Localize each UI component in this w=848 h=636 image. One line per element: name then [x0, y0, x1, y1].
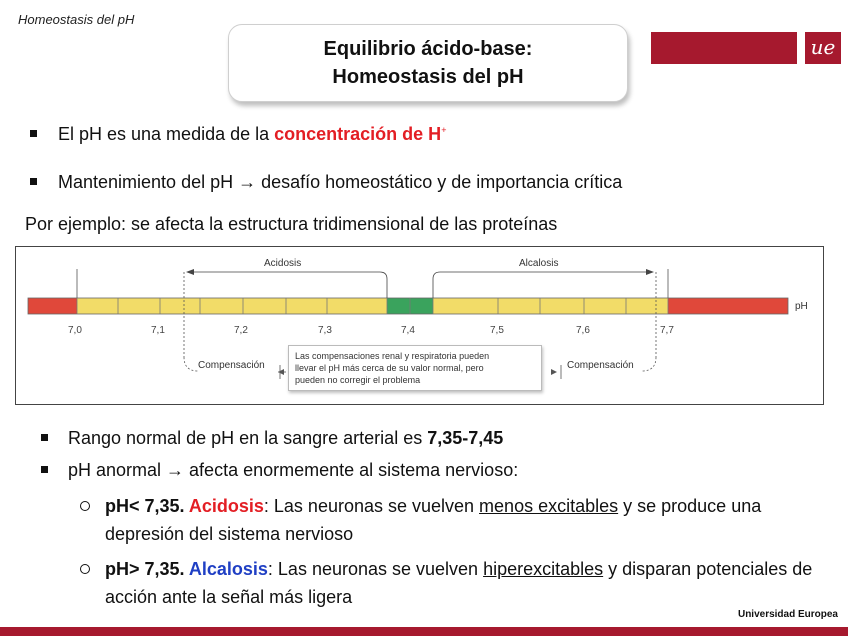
caption-line: Las compensaciones renal y respiratoria pueden	[295, 351, 490, 361]
item-text: pH> 7,35. Alcalosis: Las neuronas se vuelven hiperexcitables y disparan potenciales de acción ante la señal más ligera	[105, 559, 813, 607]
h-concentration-highlight: concentración de H+	[274, 124, 447, 144]
circle-bullet-icon	[80, 501, 90, 511]
tick-label: 7,2	[234, 325, 248, 336]
example-text: Por ejemplo: se afecta la estructura tridimensional de las proteínas	[25, 214, 558, 234]
scale-segment-warning-low	[77, 298, 387, 314]
tick-label: 7,0	[68, 325, 82, 336]
compensation-right-label: Compensación	[567, 360, 634, 371]
bullet-text: Mantenimiento del pH → desafío homeostático y de importancia crítica	[58, 172, 623, 192]
brand-logo: ue	[805, 32, 841, 64]
bullet-text: El pH es una medida de la concentración de H+	[58, 124, 447, 144]
bullet-abnormal-ph	[41, 460, 518, 481]
caption-line: llevar el pH más cerca de su valor normal, pero	[295, 363, 484, 373]
acidosis-label: Acidosis	[264, 258, 302, 269]
tick-label: 7,3	[318, 325, 332, 336]
ph-axis-label: pH	[795, 301, 808, 312]
tick-label: 7,5	[490, 325, 504, 336]
compensation-caption	[288, 345, 542, 391]
compensation-left-label: Compensación	[198, 360, 265, 371]
bullet-text: pH anormal → afecta enormemente al sistema nervioso:	[68, 460, 519, 480]
bullet-text: Rango normal de pH en la sangre arterial es 7,35-7,45	[68, 428, 504, 448]
scale-segment-extreme-high	[668, 298, 788, 314]
square-bullet-icon	[41, 466, 48, 473]
header-label: Homeostasis del pH	[18, 12, 135, 27]
item-alcalosis	[80, 555, 828, 611]
alcalosis-label: Alcalosis	[519, 258, 559, 269]
bullet-maintenance	[30, 172, 622, 193]
brand-bar	[651, 32, 797, 64]
title-line-2: Homeostasis del pH	[332, 66, 524, 88]
ph-scale-figure	[15, 246, 824, 405]
square-bullet-icon	[41, 434, 48, 441]
bullet-normal-range	[41, 428, 503, 449]
bullet-ph-definition	[30, 124, 446, 145]
tick-label: 7,6	[576, 325, 590, 336]
square-bullet-icon	[30, 130, 37, 137]
item-text: pH< 7,35. Acidosis: Las neuronas se vuelven menos excitables y se produce una depresión del sistema nervioso	[105, 496, 762, 544]
circle-bullet-icon	[80, 564, 90, 574]
title-line-1: Equilibrio ácido-base:	[323, 38, 533, 60]
scale-segment-warning-high	[433, 298, 668, 314]
footer-bar	[0, 627, 848, 636]
tick-label: 7,4	[401, 325, 415, 336]
tick-label: 7,7	[660, 325, 674, 336]
title-box	[228, 24, 628, 102]
square-bullet-icon	[30, 178, 37, 185]
tick-label: 7,1	[151, 325, 165, 336]
footer-brand: Universidad Europea	[737, 609, 838, 620]
caption-line: pueden no corregir el problema	[295, 375, 421, 385]
scale-segment-extreme-low	[28, 298, 77, 314]
item-acidosis	[80, 492, 828, 548]
